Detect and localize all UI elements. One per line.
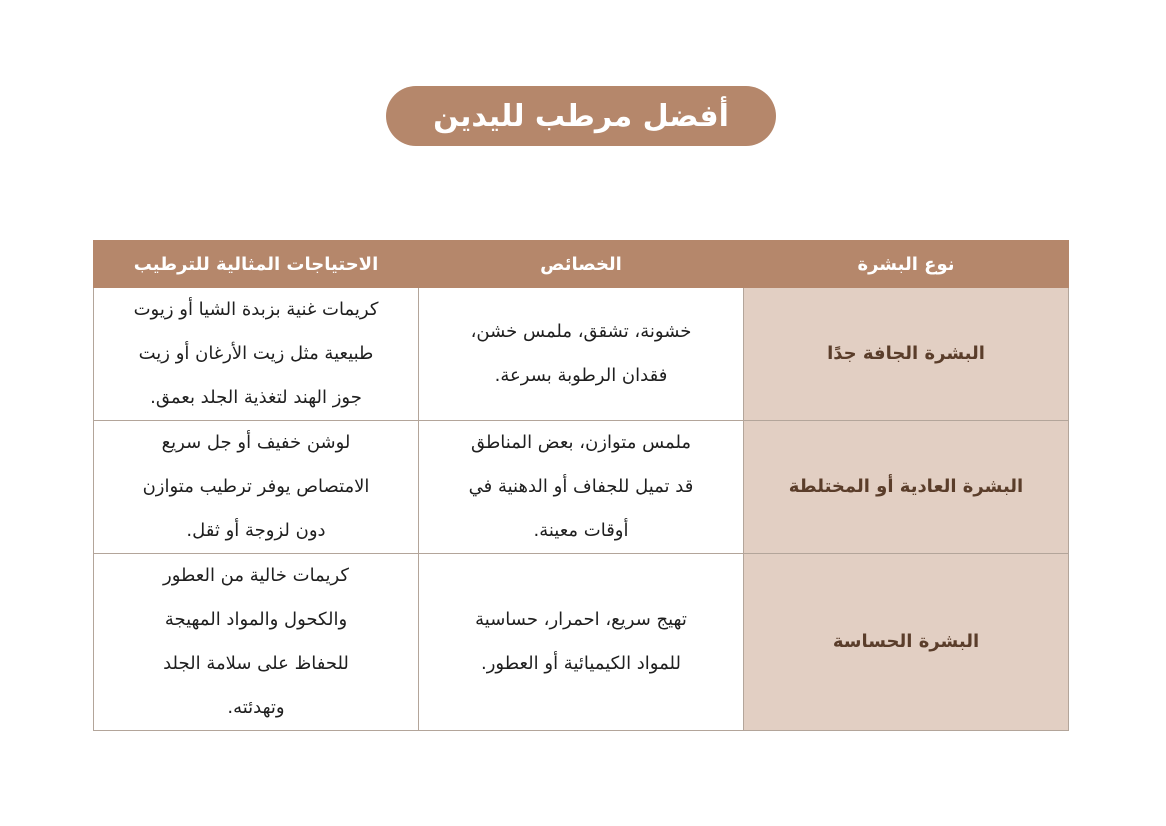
skin-type-cell: البشرة الجافة جدًا [744, 288, 1069, 421]
text-line: كريمات خالية من العطور [163, 565, 349, 586]
text-line: الامتصاص يوفر ترطيب متوازن [142, 476, 370, 497]
page-title: أفضل مرطب لليدين [433, 98, 729, 134]
features-cell [419, 288, 744, 421]
skin-types-table [93, 240, 1069, 731]
text-line: فقدان الرطوبة بسرعة. [494, 365, 668, 386]
skin-type-cell: البشرة الحساسة [744, 554, 1069, 731]
text-line: طبيعية مثل زيت الأرغان أو زيت [138, 343, 374, 364]
text-line: للحفاظ على سلامة الجلد [163, 653, 349, 674]
text-line: وتهدئته. [227, 697, 285, 718]
text-line: ملمس متوازن، بعض المناطق [470, 432, 692, 453]
features-cell [419, 421, 744, 554]
text-line: جوز الهند لتغذية الجلد بعمق. [150, 387, 362, 408]
table-row [94, 288, 1069, 421]
text-line: كريمات غنية بزبدة الشيا أو زيوت [133, 299, 379, 320]
header-skin-type: نوع البشرة [744, 241, 1069, 288]
title-banner [386, 86, 776, 146]
text-line: والكحول والمواد المهيجة [164, 609, 348, 630]
skin-type-cell: البشرة العادية أو المختلطة [744, 421, 1069, 554]
needs-cell [94, 421, 419, 554]
table-row [94, 421, 1069, 554]
text-line: أوقات معينة. [533, 520, 629, 541]
text-line: تهيج سريع، احمرار، حساسية [475, 609, 687, 630]
text-line: دون لزوجة أو ثقل. [186, 520, 326, 541]
needs-cell [94, 288, 419, 421]
text-line: خشونة، تشقق، ملمس خشن، [470, 321, 692, 342]
text-line: للمواد الكيميائية أو العطور. [481, 653, 681, 674]
table-header-row [94, 241, 1069, 288]
text-line: قد تميل للجفاف أو الدهنية في [468, 476, 694, 497]
needs-cell [94, 554, 419, 731]
table-row [94, 554, 1069, 731]
text-line: لوشن خفيف أو جل سريع [161, 432, 351, 453]
header-needs: الاحتياجات المثالية للترطيب [94, 241, 419, 288]
features-cell [419, 554, 744, 731]
header-features: الخصائص [419, 241, 744, 288]
